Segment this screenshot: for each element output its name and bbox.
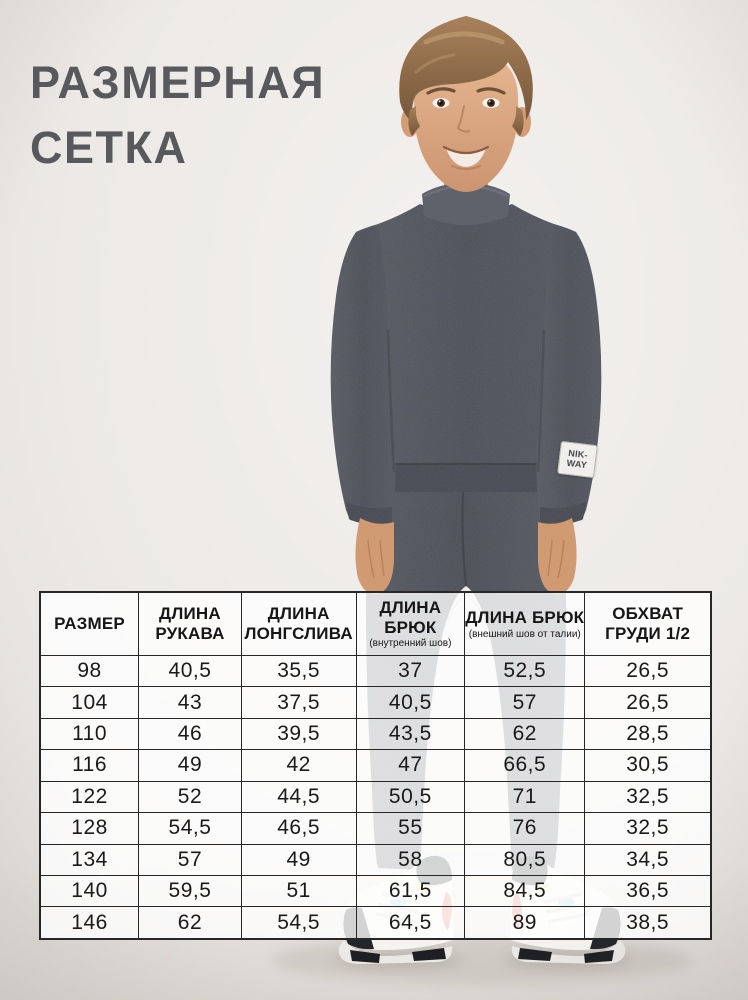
brand-tag-line1: NIK-: [567, 447, 589, 460]
size-cell: 84,5: [465, 875, 585, 906]
size-cell: 32,5: [585, 813, 711, 844]
size-cell: 34,5: [585, 844, 711, 875]
size-cell: 58: [356, 844, 465, 875]
size-cell: 44,5: [241, 781, 356, 812]
size-cell: 64,5: [356, 907, 465, 939]
size-cell: 46,5: [241, 813, 356, 844]
table-row: [40, 750, 711, 781]
table-row: [40, 907, 711, 939]
size-cell: 26,5: [585, 656, 711, 687]
header-label: ОБХВАТ ГРУДИ 1/2: [605, 603, 691, 643]
column-header-longsleeve-length: [241, 592, 356, 656]
size-cell: 62: [465, 718, 585, 749]
size-cell: 50,5: [356, 781, 465, 812]
header-label: ДЛИНА БРЮК: [379, 598, 442, 637]
size-cell: 61,5: [356, 875, 465, 906]
size-cell: 28,5: [585, 718, 711, 749]
column-header-sleeve-length: [139, 592, 242, 656]
header-sublabel: (внешний шов от талии): [468, 628, 581, 640]
column-header-chest: [585, 592, 711, 656]
page-title: [30, 50, 325, 181]
table-row: [40, 875, 711, 906]
size-cell: 49: [241, 844, 356, 875]
size-cell: 49: [139, 750, 242, 781]
size-cell: 54,5: [139, 813, 242, 844]
size-cell: 37,5: [241, 687, 356, 718]
title-line-1: РАЗМЕРНАЯ: [30, 57, 326, 108]
column-header-size: [40, 592, 139, 656]
table-row: [40, 656, 711, 687]
table-row: [40, 813, 711, 844]
size-cell: 46: [139, 718, 242, 749]
size-cell: 55: [356, 813, 465, 844]
table-row: [40, 844, 711, 875]
header-sublabel: (внутренний шов): [369, 638, 452, 650]
size-cell: 128: [40, 813, 139, 844]
size-cell: 39,5: [241, 718, 356, 749]
header-row: [40, 592, 711, 656]
table-row: [40, 687, 711, 718]
size-cell: 54,5: [241, 907, 356, 939]
size-cell: 40,5: [139, 656, 242, 687]
column-header-pants-inner: [356, 592, 465, 656]
size-cell: 140: [40, 875, 139, 906]
table-row: [40, 781, 711, 812]
header-label: ДЛИНА БРЮК: [465, 607, 585, 627]
size-cell: 57: [465, 687, 585, 718]
size-cell: 47: [356, 750, 465, 781]
header-label: РАЗМЕР: [54, 613, 125, 633]
size-cell: 98: [40, 656, 139, 687]
size-table: [39, 591, 712, 940]
size-cell: 116: [40, 750, 139, 781]
column-header-pants-outer: [465, 592, 585, 656]
size-cell: 66,5: [465, 750, 585, 781]
size-cell: 146: [40, 907, 139, 939]
size-cell: 76: [465, 813, 585, 844]
size-cell: 32,5: [585, 781, 711, 812]
size-cell: 43,5: [356, 718, 465, 749]
table-row: [40, 718, 711, 749]
size-cell: 71: [465, 781, 585, 812]
title-line-2: СЕТКА: [30, 122, 188, 174]
size-cell: 35,5: [241, 656, 356, 687]
size-cell: 104: [40, 687, 139, 718]
size-cell: 38,5: [585, 907, 711, 939]
size-cell: 36,5: [585, 875, 711, 906]
size-cell: 26,5: [585, 687, 711, 718]
brand-tag: [557, 441, 598, 478]
header-label: ДЛИНА РУКАВА: [155, 603, 225, 643]
size-cell: 30,5: [585, 750, 711, 781]
size-cell: 40,5: [356, 687, 465, 718]
size-cell: 43: [139, 687, 242, 718]
size-cell: 122: [40, 781, 139, 812]
brand-tag-line2: WAY: [566, 457, 588, 470]
size-cell: 57: [139, 844, 242, 875]
size-cell: 37: [356, 656, 465, 687]
size-cell: 134: [40, 844, 139, 875]
size-cell: 51: [241, 875, 356, 906]
size-cell: 59,5: [139, 875, 242, 906]
size-cell: 52,5: [465, 656, 585, 687]
size-cell: 110: [40, 718, 139, 749]
size-cell: 42: [241, 750, 356, 781]
size-cell: 62: [139, 907, 242, 939]
size-cell: 52: [139, 781, 242, 812]
size-cell: 89: [465, 907, 585, 939]
size-cell: 80,5: [465, 844, 585, 875]
header-label: ДЛИНА ЛОНГСЛИВА: [244, 603, 353, 643]
